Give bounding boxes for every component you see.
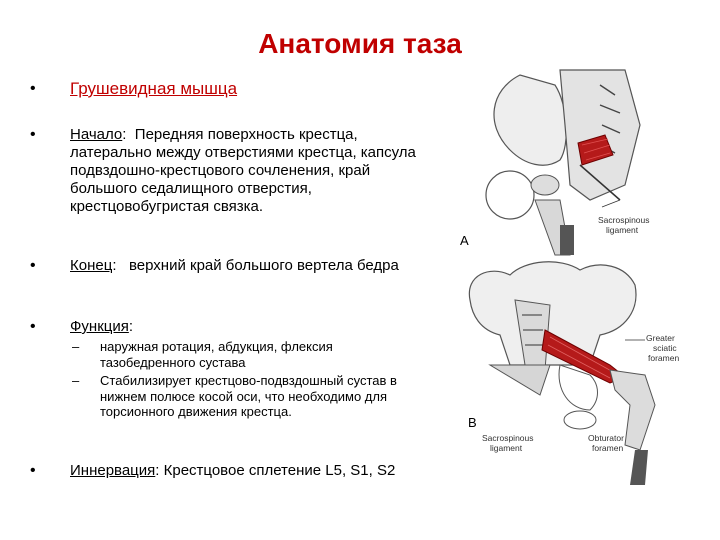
obturator-foramen-label-line2: foramen: [592, 443, 624, 453]
sacrospinous-ligament-label-b-line2: ligament: [490, 443, 523, 453]
muscle-link-item: [70, 80, 237, 99]
innervation-item: Иннервация: Крестцовое сплетение L5, S1, S2: [70, 462, 396, 479]
innervation-label: Иннервация: [70, 462, 156, 479]
insertion-item: Конец: верхний край большого вертела бедра: [70, 257, 399, 274]
panel-a-drawing: [460, 70, 650, 255]
function-label: Функция: [70, 318, 129, 335]
function-subitem: – наружная ротация, абдукция, флексия тазобедренного сустава: [72, 339, 410, 370]
sacrospinous-ligament-label-a: Sacrospinous: [598, 215, 650, 225]
insertion-label: Конец: [70, 257, 113, 274]
muscle-link[interactable]: Грушевидная мышца: [70, 79, 238, 98]
obturator-foramen-label: Obturator: [588, 433, 624, 443]
sacrospinous-ligament-label-b: Sacrospinous: [482, 433, 534, 443]
function-subitem: – Стабилизирует крестцово-подвздошный сустав в нижнем полюсе косой оси, что необходимо для торсионного движения крестца.: [72, 373, 410, 420]
greater-sciatic-label-line3: foramen: [648, 353, 680, 363]
page-title: Анатомия таза: [258, 28, 462, 59]
origin-text: Передняя поверхность крестца, латерально между отверстиями крестца, капсула подвздошно-крестцового сочленения, край большого седалищного отверстия, крестцовобугристая связка.: [70, 126, 416, 215]
innervation-text: Крестцовое сплетение L5, S1, S2: [163, 462, 396, 479]
function-subitem-text: Стабилизирует крестцово-подвздошный сустав в нижнем полюсе косой оси, что необходимо для торсионного движения крестца.: [100, 373, 397, 419]
greater-sciatic-label-line2: sciatic: [653, 343, 677, 353]
origin-label: Начало: [70, 126, 123, 143]
origin-item: Начало: Передняя поверхность крестца, латерально между отверстиями крестца, капсула подвздошно-крестцового сочленения, край большого седалищного отверстия, крестцовобугристая связка.: [70, 126, 416, 215]
panel-b-drawing: [468, 262, 679, 485]
sacrospinous-ligament-label-a-line2: ligament: [606, 225, 639, 235]
function-subitem-text: наружная ротация, абдукция, флексия тазобедренного сустава: [100, 339, 333, 370]
bullet-marker: •: [30, 462, 36, 479]
pelvis-anatomy-illustration: [450, 65, 690, 490]
greater-sciatic-label: Greater: [646, 333, 675, 343]
bullet-marker: •: [30, 257, 36, 274]
insertion-text: верхний край большого вертела бедра: [128, 257, 399, 274]
bullet-marker: •: [30, 80, 36, 97]
function-item: Функция:: [70, 318, 134, 335]
panel-b-label: B: [468, 415, 477, 430]
panel-a-label: A: [460, 233, 469, 248]
bullet-marker: •: [30, 318, 36, 335]
bullet-marker: •: [30, 126, 36, 143]
